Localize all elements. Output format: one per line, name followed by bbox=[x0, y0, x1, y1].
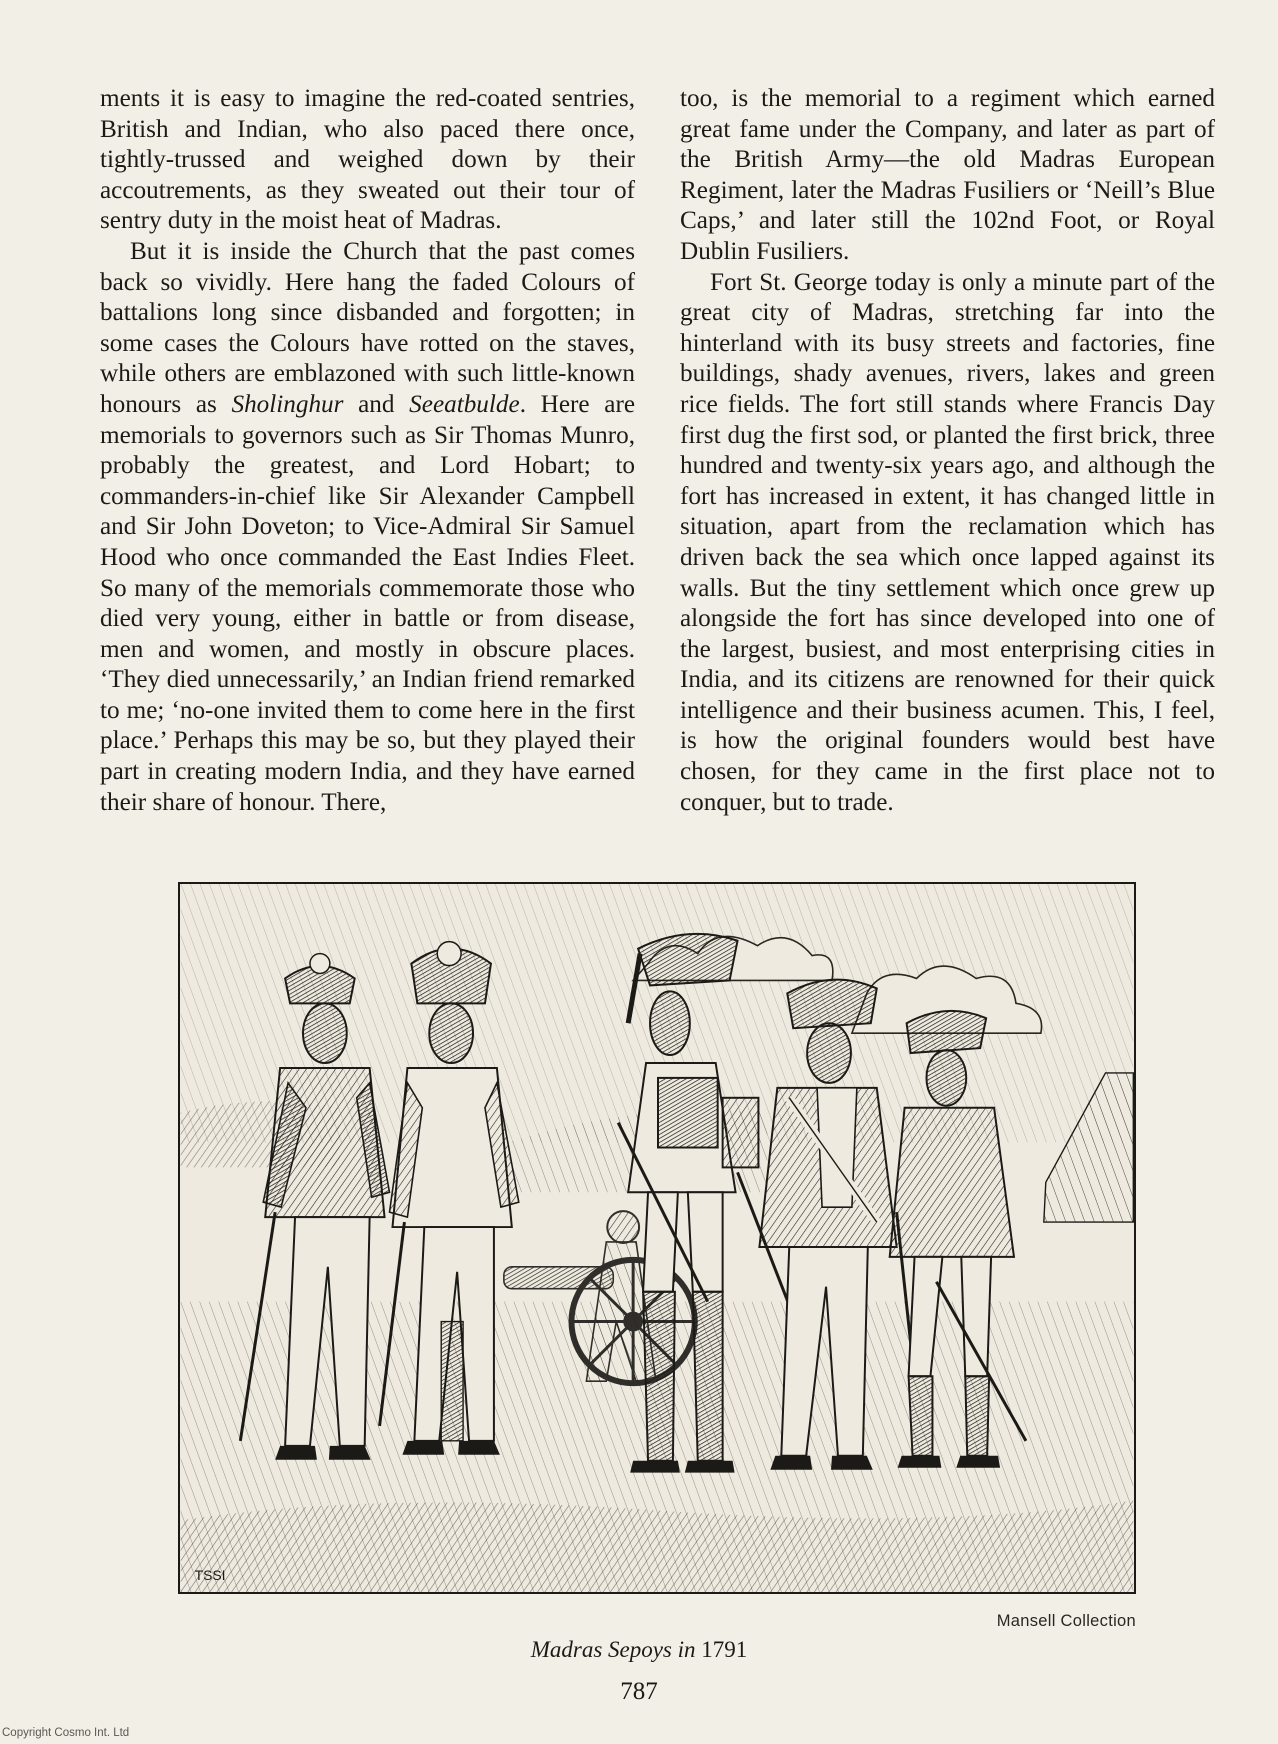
battle-honour: Sholinghur bbox=[231, 390, 344, 418]
text-run: and bbox=[343, 390, 410, 418]
photo-credit: Mansell Collection bbox=[996, 1612, 1136, 1630]
paragraph bbox=[100, 237, 635, 818]
paragraph: Fort St. George today is only a minute part of the great city of Madras, stretching far into the hinterland with its busy streets and factories, fine buildings, shady avenues, rivers, lakes and green rice fields. The fort still stands where Francis Day first dug the first sod, or planted the first brick, three hundred and twenty-six years ago, and although the fort has increased in extent, it has changed little in situation, apart from the reclamation which has driven back the sea which once lapped against its walls. But the tiny settlement which once grew up alongside the fort has since developed into one of the largest, busiest, and most enterprising cities in India, and its citizens are renowned for their quick intelligence and their business acumen. This, I feel, is how the original founders would best have chosen, for they came in the first place not to conquer, but to trade. bbox=[680, 268, 1215, 816]
caption-text: Madras Sepoys in bbox=[530, 1637, 702, 1662]
text-column-right bbox=[680, 84, 1215, 818]
page-number: 787 bbox=[620, 1678, 658, 1705]
text-run: . Here are memorials to governors such as Sir Thomas Munro, probably the greatest, and Lord Hobart; to commanders-in-chief like Sir Alexander Campbell and Sir John Doveton; to Vice-Admiral Sir Samuel Hood who once commanded the East Indies Fleet. So many of the memorials commemorate those who died very young, either in battle or from disease, men and women, and mostly in obscure places. ‘They died unnecessarily,’ an Indian friend remarked to me; ‘no-one invited them to come here in the first place.’ Perhaps this may be so, but they played their part in creating modern India, and they have earned their share of honour. There, bbox=[100, 390, 636, 816]
figure-caption bbox=[0, 1637, 1278, 1663]
text-run: But it is inside the Church that the past comes back so vividly. Here hang the faded Colours of battalions long since disbanded and forgotten; in some cases the Colours have rotted on the staves, while others are emblazoned with such little-known honours as bbox=[100, 237, 635, 418]
sepoys-engraving-icon bbox=[180, 884, 1134, 1592]
artist-signature: TSSI bbox=[194, 1567, 226, 1584]
text-column-left bbox=[100, 84, 635, 818]
engraving-illustration bbox=[178, 882, 1136, 1594]
battle-honour: Seeatbulde bbox=[409, 390, 520, 418]
caption-year: 1791 bbox=[701, 1637, 748, 1662]
copyright-watermark: Copyright Cosmo Int. Ltd bbox=[2, 1727, 130, 1739]
paragraph: too, is the memorial to a regiment which earned great fame under the Company, and later as part of the British Army—the old Madras European Regiment, later the Madras Fusiliers or ‘Neill’s Blue Caps,’ and later still the 102nd Foot, or Royal Dublin Fusiliers. bbox=[680, 85, 1215, 265]
paragraph: ments it is easy to imagine the red-coated sentries, British and Indian, who also paced there once, tightly-trussed and weighed down by their accoutrements, as they sweated out their tour of sentry duty in the moist heat of Madras. bbox=[100, 85, 635, 235]
